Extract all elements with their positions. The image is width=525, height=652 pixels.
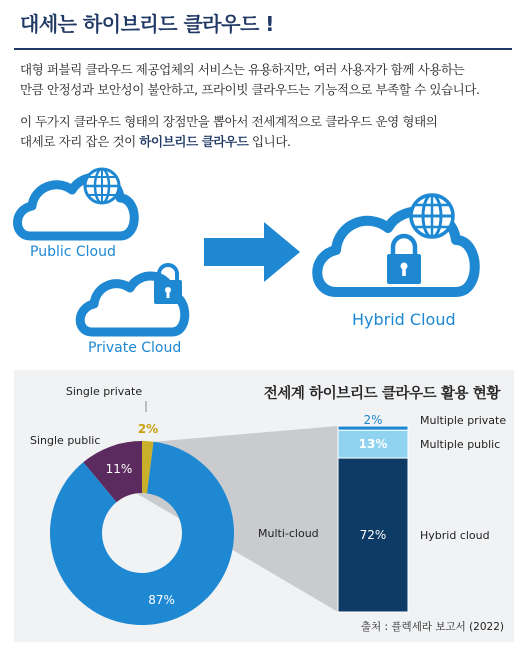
private-cloud-label: Private Cloud <box>88 340 182 356</box>
intro-paragraph-1 <box>20 60 480 100</box>
hybrid-highlight: 하이브리드 클라우드 <box>139 134 249 149</box>
source-note: 출처 : 플렉세라 보고서 (2022) <box>360 621 504 633</box>
page-title: 대세는 하이브리드 클라우드 ! <box>20 12 274 36</box>
pie-label-single-public: Single public <box>30 434 101 447</box>
arrow-right-icon <box>204 222 300 282</box>
bar-label-hybrid-cloud: Hybrid cloud <box>420 529 490 543</box>
public-cloud-label: Public Cloud <box>30 244 116 260</box>
intro-line-1: 대형 퍼블릭 클라우드 제공업체의 서비스는 유용하지만, 여러 사용자가 함께 사용하는 <box>20 62 465 77</box>
bar-value-multiple-private: 2% <box>363 413 383 427</box>
usage-chart-panel <box>14 370 514 642</box>
pie-value-multi-cloud: 87% <box>148 593 175 608</box>
intro-paragraph-2 <box>20 112 437 152</box>
title-divider <box>14 48 512 50</box>
intro-line-2: 만큼 안정성과 보안성이 불안하고, 프라이빗 클라우드는 기능적으로 부족할 수 있습니다. <box>20 82 480 97</box>
intro-line-4 <box>20 132 437 152</box>
globe-icon <box>411 195 453 237</box>
lock-icon <box>387 236 421 284</box>
bar-label-multiple-private: Multiple private <box>420 414 507 427</box>
cloud-diagram <box>0 160 525 370</box>
intro-line-4-suffix: 입니다. <box>248 134 291 149</box>
pie-label-multi-cloud: Multi-cloud <box>258 527 319 540</box>
pie-value-single-private: 2% <box>137 422 159 436</box>
cloud-diagram-graphic <box>0 160 525 370</box>
bar-label-multiple-public: Multiple public <box>420 438 501 452</box>
hybrid-cloud-label: Hybrid Cloud <box>352 310 456 329</box>
intro-line-3: 이 두가지 클라우드 형태의 장점만을 뽑아서 전세계적으로 클라우드 운영 형태의 <box>20 114 438 129</box>
globe-icon <box>85 169 119 203</box>
usage-chart <box>14 370 514 642</box>
pie-value-single-public: 11% <box>105 462 133 477</box>
bar-value-multiple-public: 13% <box>358 437 388 452</box>
pie-label-single-private: Single private <box>65 385 143 398</box>
lock-icon <box>154 265 182 304</box>
bar-value-hybrid-cloud: 72% <box>359 528 387 543</box>
chart-title: 전세계 하이브리드 클라우드 활용 현황 <box>263 386 500 402</box>
intro-line-4-prefix: 대세로 자리 잡은 것이 <box>20 134 140 149</box>
